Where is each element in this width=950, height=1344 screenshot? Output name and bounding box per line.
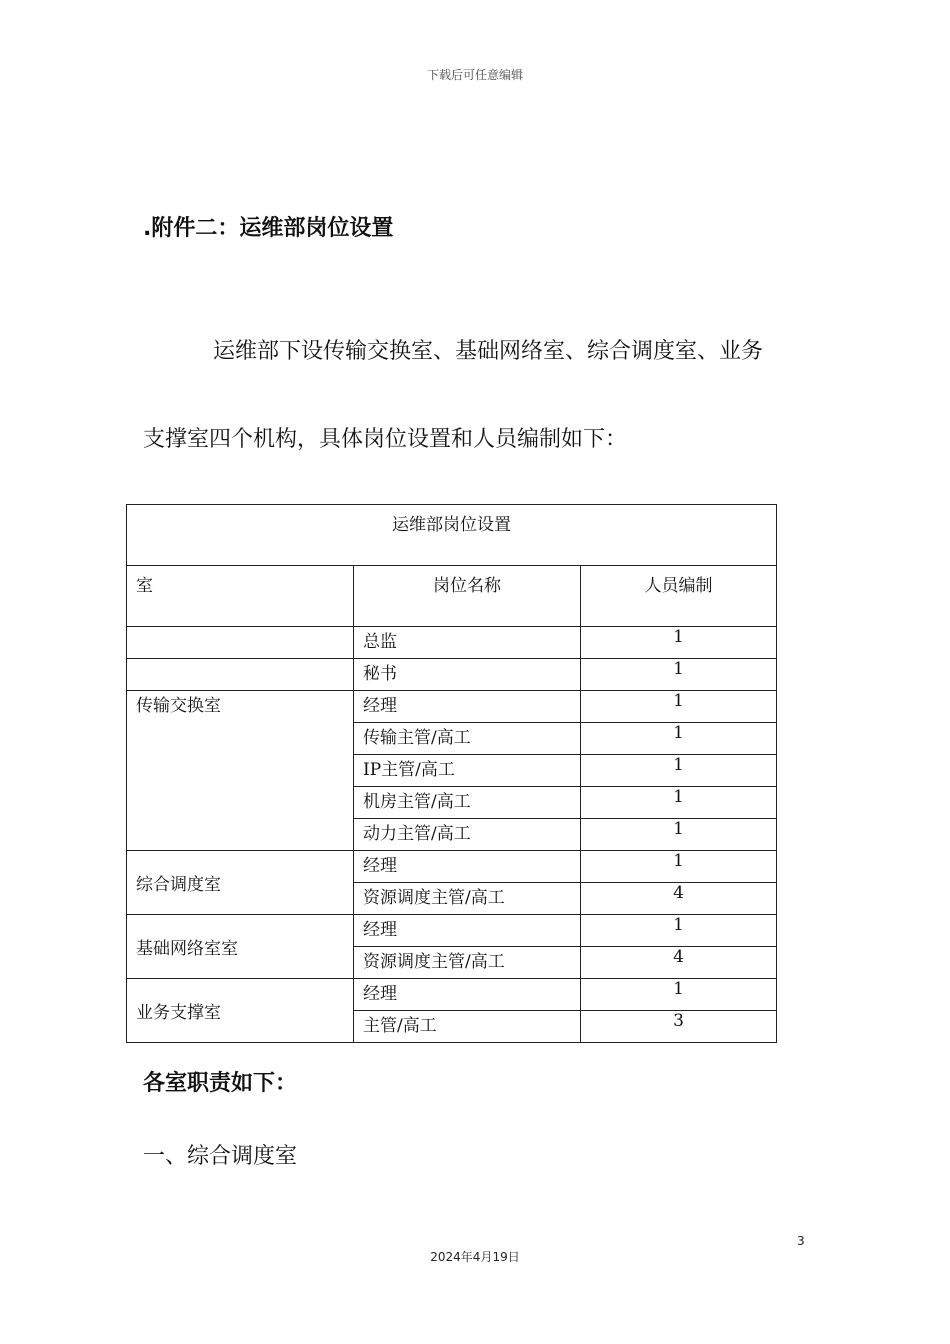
count-cell: 3	[581, 1011, 777, 1043]
column-header-room: 室	[127, 566, 354, 627]
table-row	[127, 851, 777, 883]
post-cell: 总监	[354, 627, 581, 659]
count-cell: 1	[581, 691, 777, 723]
table-header-row	[127, 566, 777, 627]
count-cell: 1	[581, 755, 777, 787]
post-cell: 资源调度主管/高工	[354, 883, 581, 915]
table-title-row	[127, 505, 777, 566]
post-cell: 秘书	[354, 659, 581, 691]
count-cell: 1	[581, 723, 777, 755]
table-row	[127, 691, 777, 723]
post-cell: 资源调度主管/高工	[354, 947, 581, 979]
count-cell: 1	[581, 627, 777, 659]
count-cell: 4	[581, 947, 777, 979]
room-cell-support: 业务支撑室	[127, 979, 354, 1043]
post-cell: 主管/高工	[354, 1011, 581, 1043]
count-cell: 4	[581, 883, 777, 915]
count-cell: 1	[581, 979, 777, 1011]
room-cell-network: 基础网络室室	[127, 915, 354, 979]
room-cell	[127, 659, 354, 691]
intro-paragraph-line-2: 支撑室四个机构，具体岗位设置和人员编制如下：	[143, 427, 628, 452]
post-cell: 机房主管/高工	[354, 787, 581, 819]
post-cell: 经理	[354, 691, 581, 723]
post-cell: 经理	[354, 979, 581, 1011]
count-cell: 1	[581, 787, 777, 819]
post-cell: 经理	[354, 915, 581, 947]
post-cell: 经理	[354, 851, 581, 883]
room-cell-dispatch: 综合调度室	[127, 851, 354, 915]
subsection-heading: 一、综合调度室	[143, 1144, 298, 1169]
room-cell	[127, 627, 354, 659]
column-header-post: 岗位名称	[354, 566, 581, 627]
column-header-count: 人员编制	[581, 566, 777, 627]
table-row	[127, 659, 777, 691]
count-cell: 1	[581, 851, 777, 883]
table-row	[127, 915, 777, 947]
table-row	[127, 979, 777, 1011]
count-cell: 1	[581, 819, 777, 851]
count-cell: 1	[581, 659, 777, 691]
post-setup-table	[126, 504, 777, 1043]
duties-heading: 各室职责如下：	[143, 1071, 298, 1096]
post-cell: IP主管/高工	[354, 755, 581, 787]
footer-date: 2024年4月19日	[430, 1250, 520, 1264]
page-number: 3	[797, 1234, 805, 1248]
room-cell-transmission: 传输交换室	[127, 691, 354, 851]
post-cell: 动力主管/高工	[354, 819, 581, 851]
count-cell: 1	[581, 915, 777, 947]
table-row	[127, 627, 777, 659]
intro-paragraph-line-1: 运维部下设传输交换室、基础网络室、综合调度室、业务	[213, 339, 764, 364]
post-cell: 传输主管/高工	[354, 723, 581, 755]
table-title: 运维部岗位设置	[127, 505, 777, 566]
page-header: 下载后可任意编辑	[426, 68, 523, 82]
attachment-heading: .附件二：运维部岗位设置	[143, 216, 394, 241]
